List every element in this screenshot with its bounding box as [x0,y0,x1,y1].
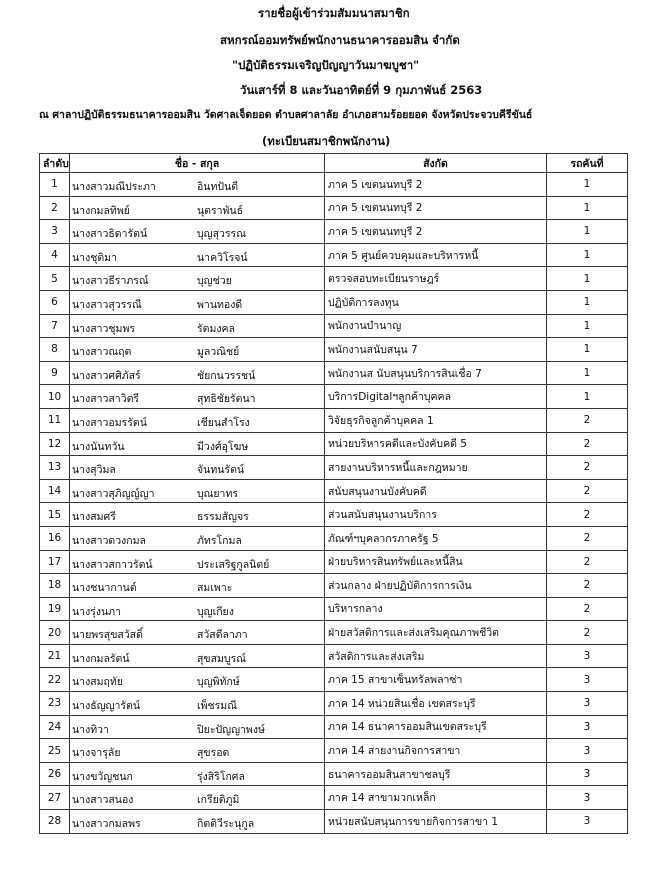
participant-name-cell [70,762,325,786]
participant-name-cell [70,456,325,480]
participant-bus-number: 1 [547,173,628,197]
row-number: 6 [40,290,70,314]
table-row [40,668,628,692]
table-body [40,173,628,834]
participant-bus-number: 2 [547,574,628,598]
participant-affiliation: ภาค 15 สาขาเซ็นทรัลพลาซ่า [325,668,547,692]
participant-first-name: นางสาวสุภิญญ์ญา [72,487,155,500]
row-number: 3 [40,220,70,244]
participant-table [39,153,628,834]
row-number: 25 [40,739,70,763]
participant-last-name: นาควิโรจน์ [197,251,248,264]
participant-first-name: นางสาวอมรรัตน์ [72,416,147,429]
participant-affiliation: ภาค 5 เขตนนทบุรี 2 [325,173,547,197]
participant-bus-number: 1 [547,196,628,220]
participant-bus-number: 1 [547,243,628,267]
column-header-name: ชื่อ - สกุล [70,154,325,173]
participant-name-cell [70,220,325,244]
participant-affiliation: สนับสนุนงานบังคับคดี [325,479,547,503]
row-number: 7 [40,314,70,338]
participant-bus-number: 2 [547,456,628,480]
participant-last-name: บุญสุวรรณ [197,228,246,241]
participant-first-name: นางสาวธิดารัตน์ [72,228,148,241]
participant-first-name: นางสาวสนอง [72,794,134,807]
participant-last-name: มีวงศ์อุโฆษ [197,440,249,453]
participant-first-name: นางกมลรัตน์ [72,652,130,665]
table-row [40,267,628,291]
participant-last-name: บุณยาทร [197,487,239,500]
row-number: 21 [40,644,70,668]
participant-last-name: ปิยะปัญญาพงษ์ [197,723,265,736]
row-number: 24 [40,715,70,739]
participant-last-name: ชัยกนวรรชน์ [197,369,256,382]
participant-bus-number: 2 [547,621,628,645]
participant-first-name: นางสาวดวงกมล [72,534,146,547]
table-row [40,762,628,786]
participant-bus-number: 3 [547,786,628,810]
participant-first-name: นางขวัญชนก [72,770,133,783]
participant-name-cell [70,243,325,267]
table-row [40,456,628,480]
row-number: 28 [40,810,70,834]
participant-bus-number: 3 [547,668,628,692]
participant-first-name: นางสาวชุมพร [72,322,136,335]
participant-affiliation: พนักงานบำนาญ [325,314,547,338]
table-row [40,739,628,763]
table-row [40,810,628,834]
participant-bus-number: 1 [547,314,628,338]
participant-affiliation: ปฏิบัติการลงทุน [325,290,547,314]
participant-last-name: สวัสดีลาภา [197,629,248,642]
participant-affiliation: ภาค 14 หน่วยสินเชื่อ เขตสระบุรี [325,692,547,716]
row-number: 5 [40,267,70,291]
participant-bus-number: 1 [547,338,628,362]
row-number: 8 [40,338,70,362]
participant-name-cell [70,692,325,716]
participant-name-cell [70,668,325,692]
participant-name-cell [70,644,325,668]
header-event-date: วันเสาร์ที่ 8 และวันอาทิตย์ที่ 9 กุมภาพันธ์ 2563 [240,83,483,97]
participant-name-cell [70,432,325,456]
participant-affiliation: สายงานบริหารหนี้และกฎหมาย [325,456,547,480]
participant-bus-number: 3 [547,644,628,668]
table-row [40,786,628,810]
participant-name-cell [70,810,325,834]
participant-last-name: บุญพิทักษ์ [197,676,240,689]
row-number: 18 [40,574,70,598]
participant-bus-number: 2 [547,432,628,456]
row-number: 1 [40,173,70,197]
table-row [40,314,628,338]
participant-first-name: นางสาวมณีประภา [72,181,156,193]
row-number: 14 [40,479,70,503]
participant-name-cell [70,385,325,409]
table-row [40,503,628,527]
participant-first-name: นางสาวกมลพร [72,818,141,831]
participant-affiliation: บริการDigitalฯลูกค้าบุคคล [325,385,547,409]
participant-first-name: นางนันทวัน [72,440,125,453]
participant-first-name: นางสาวณฤต [72,346,132,359]
participant-name-cell [70,786,325,810]
row-number: 27 [40,786,70,810]
participant-bus-number: 2 [547,550,628,574]
participant-name-cell [70,290,325,314]
participant-name-cell [70,479,325,503]
participant-first-name: นางกมลทิพย์ [72,204,130,217]
row-number: 23 [40,692,70,716]
participant-affiliation: หน่วยบริหารคดีและบังคับคดี 5 [325,432,547,456]
participant-affiliation: หน่วยสนับสนุนการขายกิจการสาขา 1 [325,810,547,834]
participant-affiliation: ฝ่ายสวัสดิการและส่งเสริมคุณภาพชีวิต [325,621,547,645]
participant-affiliation: ตรวจสอบทะเบียนราษฎร์ [325,267,547,291]
participant-last-name: อินทปันตี [197,181,239,193]
participant-affiliation: ภาค 5 เขตนนทบุรี 2 [325,196,547,220]
participant-bus-number: 2 [547,597,628,621]
participant-bus-number: 3 [547,810,628,834]
table-row [40,621,628,645]
participant-first-name: นางสมศรี [72,511,116,524]
header-event-location: ณ ศาลาปฏิบัติธรรมธนาคารออมสิน วัดศาลเจ็ดยอด ตำบลศาลาลัย อำเภอสามร้อยยอด จังหวัดประจวบคีรีขันธ์ [39,109,533,121]
participant-name-cell [70,715,325,739]
participant-affiliation: ฝ่ายบริหารสินทรัพย์และหนี้สิน [325,550,547,574]
column-header-affiliation: สังกัด [325,154,547,173]
table-header-row [40,154,628,173]
participant-last-name: ประเสริฐกูลนิตย์ [197,558,270,571]
participant-name-cell [70,574,325,598]
header-organization: สหกรณ์ออมทรัพย์พนักงานธนาคารออมสิน จำกัด [220,33,460,47]
participant-last-name: พานทองดี [197,298,243,311]
participant-affiliation: วิจัยธุรกิจลูกค้าบุคคล 1 [325,408,547,432]
table-row [40,196,628,220]
participant-name-cell [70,739,325,763]
row-number: 2 [40,196,70,220]
table-row [40,550,628,574]
table-row [40,644,628,668]
table-row [40,408,628,432]
participant-first-name: นางทิวา [72,723,109,736]
participant-bus-number: 2 [547,526,628,550]
participant-bus-number: 1 [547,290,628,314]
participant-last-name: รัตมงคล [197,322,235,335]
participant-affiliation: สวัสดิการและส่งเสริม [325,644,547,668]
table-row [40,574,628,598]
participant-last-name: รุ่งสิริโกศล [197,770,245,783]
participant-affiliation: ภัณฑ์ฯบุคลากรภาครัฐ 5 [325,526,547,550]
participant-last-name: บุญเกียง [197,605,234,618]
table-row [40,243,628,267]
participant-bus-number: 2 [547,408,628,432]
participant-last-name: บุญช่วย [197,275,232,288]
participant-bus-number: 1 [547,220,628,244]
participant-last-name: เกรียติภูมิ [197,794,240,807]
participant-last-name: นุตราพันธ์ [197,204,244,217]
table-row [40,173,628,197]
table-row [40,526,628,550]
row-number: 4 [40,243,70,267]
row-number: 19 [40,597,70,621]
participant-name-cell [70,361,325,385]
column-header-batch: รถคันที่ [547,154,628,173]
participant-affiliation: ส่วนกลาง ฝ่ายปฏิบัติการการเงิน [325,574,547,598]
table-row [40,715,628,739]
participant-first-name: นางสาวสุวรรณี [72,298,142,311]
table-row [40,338,628,362]
row-number: 22 [40,668,70,692]
participant-bus-number: 3 [547,739,628,763]
participant-bus-number: 3 [547,762,628,786]
participant-name-cell [70,408,325,432]
table-row [40,220,628,244]
table-row [40,597,628,621]
row-number: 9 [40,361,70,385]
participant-last-name: มูลวณิชย์ [197,346,240,359]
participant-name-cell [70,196,325,220]
participant-first-name: นางสมฤทัย [72,676,123,689]
row-number: 13 [40,456,70,480]
participant-name-cell [70,173,325,197]
participant-affiliation: พนักงานส นับสนุนบริการสินเชื่อ 7 [325,361,547,385]
participant-name-cell [70,267,325,291]
participant-affiliation: ภาค 14 ธนาคารออมสินเขตสระบุรี [325,715,547,739]
participant-bus-number: 3 [547,715,628,739]
participant-last-name: สุขรอด [197,747,230,760]
participant-affiliation: พนักงานสนับสนุน 7 [325,338,547,362]
table-row [40,290,628,314]
participant-affiliation: ธนาคารออมสินสาขาชลบุรี [325,762,547,786]
participant-name-cell [70,503,325,527]
participant-name-cell [70,597,325,621]
row-number: 26 [40,762,70,786]
participant-first-name: นางสาวศศิภัสร์ [72,369,141,382]
participant-last-name: ธรรมสัญจร [197,511,249,524]
participant-affiliation: ภาค 5 ศูนย์ควบคุมและบริหารหนี้ [325,243,547,267]
participant-last-name: สุทธิชัยรัตนา [197,393,256,406]
participant-first-name: นางสาวธีราภรณ์ [72,275,149,288]
row-number: 11 [40,408,70,432]
header-event-name: "ปฏิบัติธรรมเจริญปัญญาวันมาฆบูชา" [232,58,420,72]
participant-name-cell [70,314,325,338]
participant-affiliation: ภาค 14 สาขามวกเหล็ก [325,786,547,810]
participant-affiliation: บริหารกลาง [325,597,547,621]
participant-last-name: สุขสมบูรณ์ [197,652,246,665]
table-row [40,479,628,503]
participant-last-name: เชียนสำโรง [197,416,250,429]
participant-last-name: กิตติวีระนุกูล [197,818,255,831]
participant-first-name: นางสาวสกาวรัตน์ [72,558,153,571]
participant-bus-number: 3 [547,692,628,716]
table-row [40,361,628,385]
participant-bus-number: 2 [547,503,628,527]
participant-first-name: นางสุวิมล [72,464,116,477]
participant-last-name: สมเพาะ [197,582,233,595]
row-number: 10 [40,385,70,409]
header-title: รายชื่อผู้เข้าร่วมสัมมนาสมาชิก [258,6,410,20]
table-row [40,385,628,409]
row-number: 17 [40,550,70,574]
participant-first-name: นางธัญญารัตน์ [72,700,141,713]
participant-first-name: นางสาวสาวิตรี [72,393,140,406]
participant-name-cell [70,526,325,550]
header-registry-type: (ทะเบียนสมาชิกพนักงาน) [262,134,391,148]
row-number: 20 [40,621,70,645]
participant-first-name: นางชนากานต์ [72,582,137,595]
participant-first-name: นางรุ่งนภา [72,605,121,618]
row-number: 12 [40,432,70,456]
participant-affiliation: ภาค 14 สายงานกิจการสาขา [325,739,547,763]
participant-last-name: เพ็ชรมณี [197,700,237,713]
participant-first-name: นางจารุลัย [72,747,121,760]
participant-bus-number: 1 [547,385,628,409]
participant-bus-number: 2 [547,479,628,503]
table-row [40,692,628,716]
participant-affiliation: ภาค 5 เขตนนทบุรี 2 [325,220,547,244]
participant-first-name: นางชุติมา [72,251,117,264]
table-row [40,432,628,456]
participant-first-name: นายพรสุขสวัสดิ์ [72,629,143,642]
row-number: 16 [40,526,70,550]
participant-last-name: ภัทรโกมล [197,534,242,547]
participant-affiliation: ส่วนสนับสนุนงานบริการ [325,503,547,527]
participant-name-cell [70,550,325,574]
participant-bus-number: 1 [547,267,628,291]
participant-name-cell [70,621,325,645]
participant-name-cell [70,338,325,362]
column-header-no: ลำดับ [40,154,70,173]
row-number: 15 [40,503,70,527]
participant-last-name: จันทนรัตน์ [197,464,245,477]
participant-bus-number: 1 [547,361,628,385]
